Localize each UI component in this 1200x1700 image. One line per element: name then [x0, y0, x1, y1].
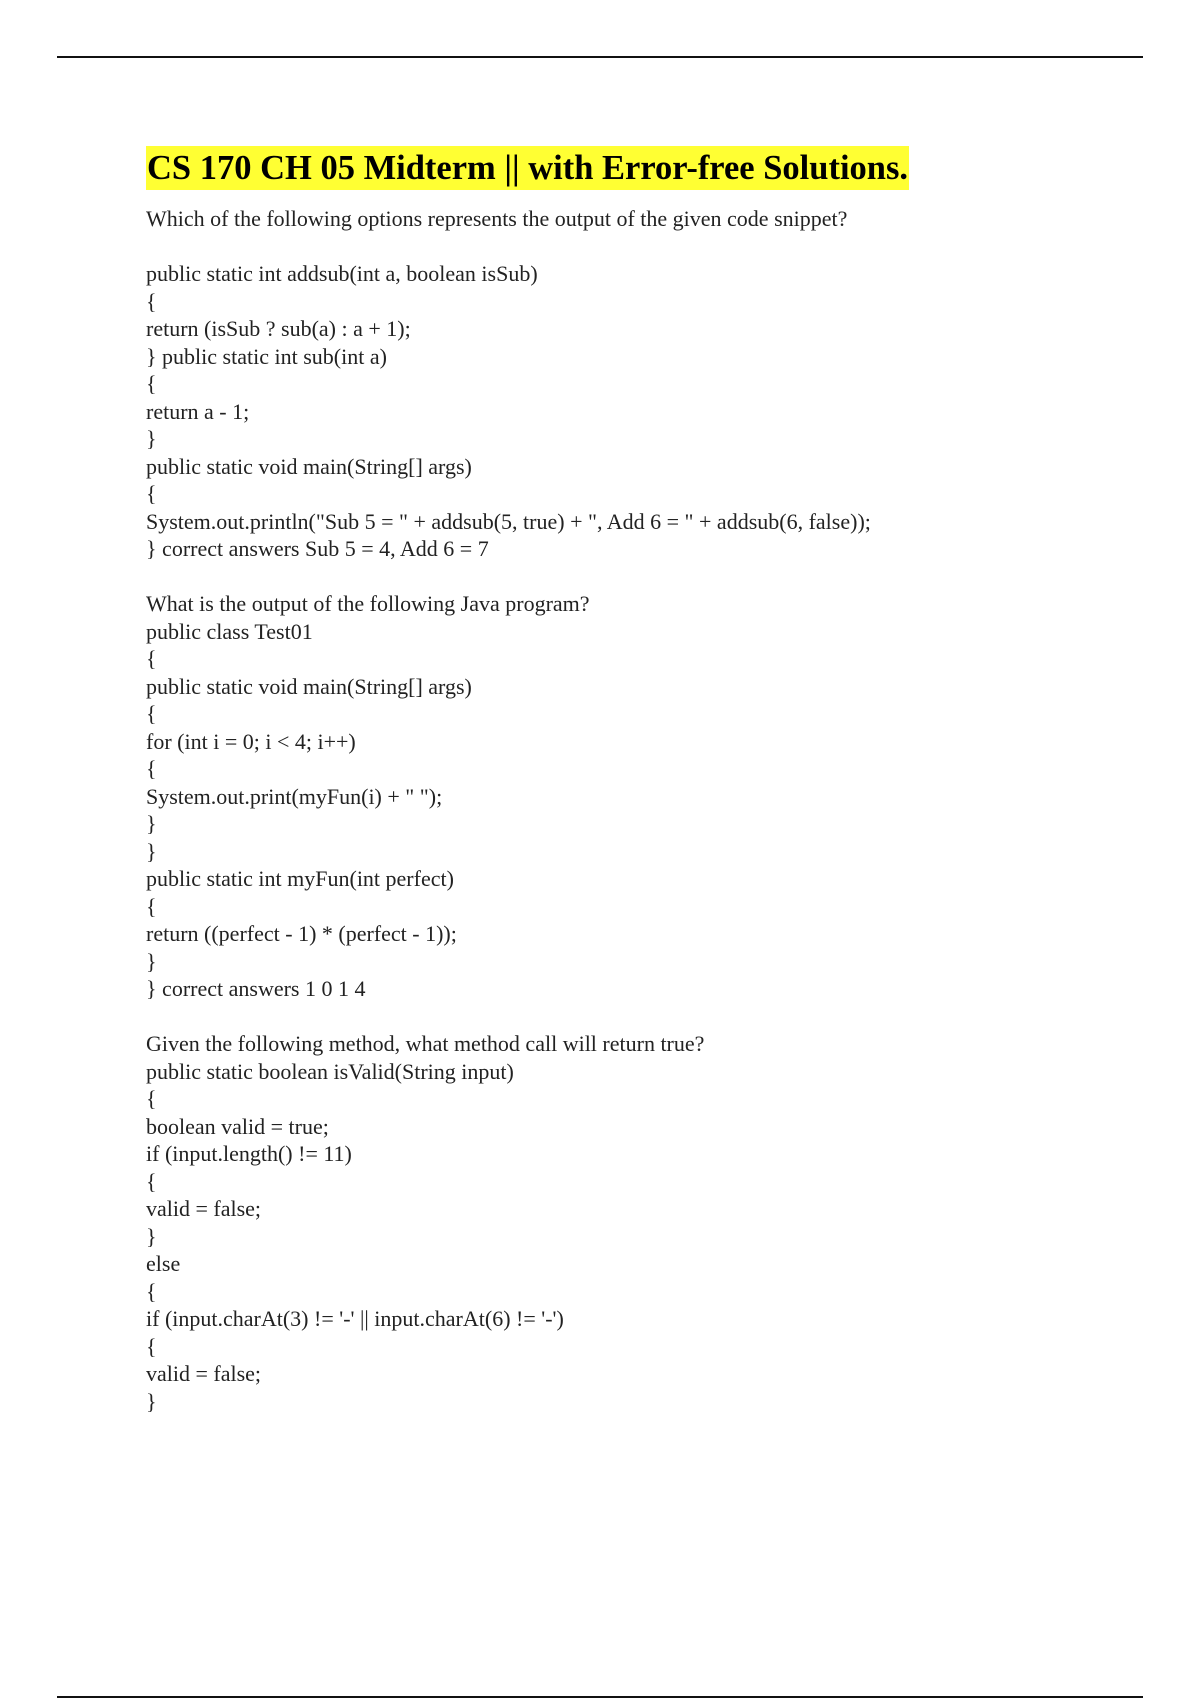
- code-line: {: [146, 371, 157, 396]
- question-1: [146, 205, 1146, 590]
- code-line: public static void main(String[] args): [146, 673, 472, 699]
- code-line: if (input.length() != 11): [146, 1141, 352, 1166]
- question-3: [146, 1030, 1146, 1415]
- code-line: else: [146, 1251, 181, 1276]
- code-line: public class Test01: [146, 618, 313, 644]
- code-line: public static int myFun(int perfect): [146, 866, 454, 891]
- code-line: System.out.println("Sub 5 = " + addsub(5, true) + ", Add 6 = " + addsub(6, false));: [146, 508, 871, 534]
- code-line: }: [146, 811, 157, 836]
- code-line: return ((perfect - 1) * (perfect - 1));: [146, 921, 457, 946]
- spacer: [146, 233, 1146, 261]
- page-content: [146, 146, 1146, 1415]
- question-2: [146, 590, 1146, 1030]
- code-line: return (isSub ? sub(a) : a + 1);: [146, 316, 411, 341]
- code-line: } public static int sub(int a): [146, 343, 387, 369]
- code-line: {: [146, 893, 157, 919]
- document-title: CS 170 CH 05 Midterm || with Error-free Solutions.: [146, 146, 909, 190]
- code-line: }: [146, 838, 157, 864]
- code-line: for (int i = 0; i < 4; i++): [146, 728, 356, 754]
- code-line: {: [146, 1278, 157, 1304]
- answer-line: } correct answers 1 0 1 4: [146, 976, 366, 1001]
- code-line: if (input.charAt(3) != '-' || input.charAt(6) != '-'): [146, 1306, 564, 1331]
- answer-line: } correct answers Sub 5 = 4, Add 6 = 7: [146, 536, 489, 561]
- code-line: {: [146, 646, 157, 671]
- question-prompt: Which of the following options represents the output of the given code snippet?: [146, 206, 848, 231]
- code-line: public static boolean isValid(String input): [146, 1058, 514, 1084]
- code-line: }: [146, 1223, 157, 1249]
- spacer: [146, 563, 1146, 591]
- code-line: }: [146, 1388, 157, 1414]
- code-line: {: [146, 701, 157, 726]
- code-line: boolean valid = true;: [146, 1113, 329, 1139]
- question-prompt: What is the output of the following Java program?: [146, 591, 590, 616]
- code-line: }: [146, 948, 157, 974]
- code-line: {: [146, 481, 157, 506]
- header-rule: [57, 56, 1143, 58]
- code-line: }: [146, 426, 157, 451]
- code-line: public static void main(String[] args): [146, 453, 472, 479]
- spacer: [146, 1003, 1146, 1031]
- code-line: valid = false;: [146, 1361, 262, 1386]
- code-line: {: [146, 288, 157, 314]
- code-line: return a - 1;: [146, 398, 250, 424]
- code-line: {: [146, 1168, 157, 1194]
- code-line: {: [146, 1086, 157, 1111]
- code-line: public static int addsub(int a, boolean isSub): [146, 261, 538, 286]
- code-line: {: [146, 1333, 157, 1359]
- code-line: valid = false;: [146, 1196, 262, 1221]
- code-line: {: [146, 756, 157, 781]
- footer-rule: [57, 1696, 1143, 1698]
- code-line: System.out.print(myFun(i) + " ");: [146, 783, 443, 809]
- question-prompt: Given the following method, what method call will return true?: [146, 1031, 705, 1056]
